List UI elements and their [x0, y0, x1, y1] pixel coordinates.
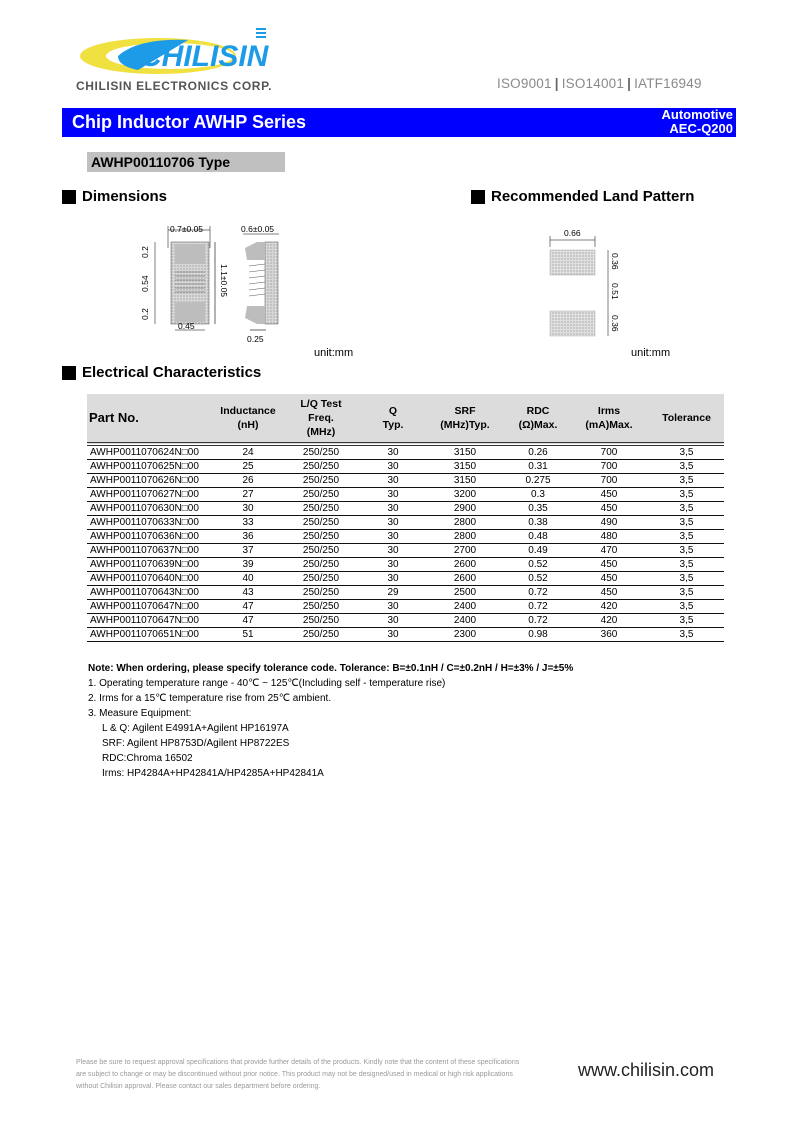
- land-pad-top: 0.36: [610, 253, 620, 270]
- cell-rdc: 0.275: [507, 474, 569, 488]
- cell-part-no: AWHP0011070637N□00: [87, 544, 217, 558]
- cell-part-no: AWHP0011070639N□00: [87, 558, 217, 572]
- cell-lq-freq: 250/250: [279, 488, 363, 502]
- cell-rdc: 0.3: [507, 488, 569, 502]
- cell-lq-freq: 250/250: [279, 544, 363, 558]
- cert-iatf16949: IATF16949: [634, 76, 702, 91]
- cell-inductance: 37: [217, 544, 279, 558]
- disclaimer-line-3: without Chilisin approval. Please contact our sales department before ordering.: [76, 1083, 321, 1090]
- note-item-2: 2. Irms for a 15℃ temperature rise from 25℃ ambient.: [88, 693, 332, 704]
- cell-rdc: 0.72: [507, 600, 569, 614]
- land-pattern-diagram-icon: [540, 225, 640, 340]
- notes-block: [88, 661, 573, 781]
- cell-tolerance: 3,5: [649, 474, 724, 488]
- cell-inductance: 39: [217, 558, 279, 572]
- cell-q: 30: [363, 460, 423, 474]
- header-lq-freq: L/Q Test Freq. (MHz): [300, 398, 342, 438]
- header-rdc: RDC (Ω)Max.: [518, 405, 558, 431]
- cell-lq-freq: 250/250: [279, 558, 363, 572]
- disclaimer-line-2: are subject to change or may be discontinued without prior notice. This product may not be designed/used in medical or high risk applications: [76, 1071, 513, 1078]
- cell-inductance: 26: [217, 474, 279, 488]
- cell-q: 29: [363, 586, 423, 600]
- cell-lq-freq: 250/250: [279, 474, 363, 488]
- cell-irms: 450: [569, 502, 649, 516]
- cell-part-no: AWHP0011070647N□00: [87, 614, 217, 628]
- table-row: [87, 600, 724, 614]
- cell-irms: 700: [569, 460, 649, 474]
- cell-rdc: 0.98: [507, 628, 569, 642]
- cell-q: 30: [363, 572, 423, 586]
- cell-part-no: AWHP0011070624N□00: [87, 444, 217, 460]
- cell-inductance: 30: [217, 502, 279, 516]
- chilisin-logo: [78, 26, 274, 76]
- cell-part-no: AWHP0011070625N□00: [87, 460, 217, 474]
- cell-tolerance: 3,5: [649, 628, 724, 642]
- cell-inductance: 47: [217, 614, 279, 628]
- land-gap: 0.51: [610, 283, 620, 300]
- cell-srf: 3150: [423, 474, 507, 488]
- cell-inductance: 25: [217, 460, 279, 474]
- table-row: [87, 530, 724, 544]
- ordering-note: Note: When ordering, please specify tolerance code. Tolerance: B=±0.1nH / C=±0.2nH / H=±3% / J=±5%: [88, 663, 574, 674]
- cell-tolerance: 3,5: [649, 460, 724, 474]
- cell-srf: 2900: [423, 502, 507, 516]
- dim-left-mid: 0.54: [140, 275, 150, 292]
- cell-lq-freq: 250/250: [279, 614, 363, 628]
- equipment-irms: Irms: HP4284A+HP42841A/HP4285A+HP42841A: [102, 768, 324, 779]
- cell-lq-freq: 250/250: [279, 628, 363, 642]
- cell-lq-freq: 250/250: [279, 444, 363, 460]
- table-row: [87, 572, 724, 586]
- cell-lq-freq: 250/250: [279, 460, 363, 474]
- cell-part-no: AWHP0011070651N□00: [87, 628, 217, 642]
- equipment-rdc: RDC:Chroma 16502: [102, 753, 193, 764]
- table-row: [87, 628, 724, 642]
- cell-part-no: AWHP0011070643N□00: [87, 586, 217, 600]
- cell-rdc: 0.52: [507, 572, 569, 586]
- section-title: Dimensions: [82, 188, 168, 205]
- bullet-square-icon: [62, 190, 76, 204]
- section-title: Electrical Characteristics: [82, 364, 262, 381]
- dim-side-bottom: 0.25: [247, 334, 264, 344]
- cell-lq-freq: 250/250: [279, 586, 363, 600]
- dim-height: 1.1±0.05: [219, 264, 229, 298]
- note-item-1: 1. Operating temperature range - 40℃ ~ 125℃(Including self - temperature rise): [88, 678, 446, 689]
- equipment-srf: SRF: Agilent HP8753D/Agilent HP8722ES: [102, 738, 290, 749]
- cell-part-no: AWHP0011070630N□00: [87, 502, 217, 516]
- footer-disclaimer: [76, 1057, 576, 1093]
- dim-top-width: 0.7±0.05: [170, 224, 204, 234]
- dimensions-unit: unit:mm: [314, 347, 354, 359]
- land-width: 0.66: [564, 228, 581, 238]
- cell-q: 30: [363, 544, 423, 558]
- cell-srf: 2800: [423, 516, 507, 530]
- cell-srf: 3200: [423, 488, 507, 502]
- page-title: Chip Inductor AWHP Series: [72, 112, 307, 132]
- cell-q: 30: [363, 628, 423, 642]
- land-pattern-drawing: [540, 225, 640, 340]
- cell-part-no: AWHP0011070636N□00: [87, 530, 217, 544]
- bullet-square-icon: [471, 190, 485, 204]
- cell-srf: 2500: [423, 586, 507, 600]
- cell-irms: 480: [569, 530, 649, 544]
- disclaimer-line-1: Please be sure to request approval specifications that provide further details of the products. Kindly note that the content of these specifications: [76, 1059, 520, 1066]
- cell-rdc: 0.35: [507, 502, 569, 516]
- cell-tolerance: 3,5: [649, 488, 724, 502]
- cell-rdc: 0.26: [507, 444, 569, 460]
- cell-irms: 420: [569, 614, 649, 628]
- cell-q: 30: [363, 488, 423, 502]
- table-row: [87, 444, 724, 460]
- cell-srf: 2300: [423, 628, 507, 642]
- cell-irms: 700: [569, 444, 649, 460]
- cell-q: 30: [363, 502, 423, 516]
- table-row: [87, 488, 724, 502]
- cell-tolerance: 3,5: [649, 572, 724, 586]
- cell-irms: 360: [569, 628, 649, 642]
- cell-irms: 450: [569, 558, 649, 572]
- cell-part-no: AWHP0011070633N□00: [87, 516, 217, 530]
- dim-side-width: 0.6±0.05: [241, 224, 275, 234]
- cell-srf: 3150: [423, 444, 507, 460]
- cell-inductance: 33: [217, 516, 279, 530]
- cell-q: 30: [363, 444, 423, 460]
- cell-srf: 2800: [423, 530, 507, 544]
- cell-srf: 3150: [423, 460, 507, 474]
- section-dimensions: [62, 188, 167, 205]
- table-row: [87, 516, 724, 530]
- cell-irms: 450: [569, 586, 649, 600]
- cell-rdc: 0.48: [507, 530, 569, 544]
- land-pad-bottom: 0.36: [610, 315, 620, 332]
- header-tolerance: Tolerance: [662, 412, 711, 424]
- logo-graphic-icon: [78, 26, 274, 76]
- header-irms: Irms (mA)Max.: [585, 405, 633, 431]
- cell-irms: 490: [569, 516, 649, 530]
- cell-lq-freq: 250/250: [279, 530, 363, 544]
- cell-tolerance: 3,5: [649, 444, 724, 460]
- cell-lq-freq: 250/250: [279, 502, 363, 516]
- cell-irms: 450: [569, 488, 649, 502]
- cell-inductance: 47: [217, 600, 279, 614]
- table-row: [87, 586, 724, 600]
- cell-irms: 450: [569, 572, 649, 586]
- header-inductance: Inductance (nH): [220, 405, 276, 431]
- cell-q: 30: [363, 474, 423, 488]
- cell-inductance: 51: [217, 628, 279, 642]
- cell-rdc: 0.49: [507, 544, 569, 558]
- cell-srf: 2400: [423, 600, 507, 614]
- dim-left-bottom: 0.2: [140, 308, 150, 320]
- cell-part-no: AWHP0011070647N□00: [87, 600, 217, 614]
- cell-srf: 2400: [423, 614, 507, 628]
- cell-q: 30: [363, 600, 423, 614]
- note-item-3: 3. Measure Equipment:: [88, 708, 192, 719]
- cell-tolerance: 3,5: [649, 516, 724, 530]
- cell-part-no: AWHP0011070640N□00: [87, 572, 217, 586]
- land-pattern-unit: unit:mm: [631, 347, 671, 359]
- header-srf: SRF (MHz)Typ.: [440, 405, 490, 431]
- cell-srf: 2600: [423, 572, 507, 586]
- title-bar: [62, 108, 736, 137]
- cell-tolerance: 3,5: [649, 600, 724, 614]
- electrical-characteristics-table: [87, 394, 724, 642]
- cell-inductance: 24: [217, 444, 279, 460]
- cell-tolerance: 3,5: [649, 614, 724, 628]
- cell-rdc: 0.38: [507, 516, 569, 530]
- logo-text: CHILISIN: [140, 40, 269, 73]
- table-header-row: [87, 394, 724, 444]
- cell-inductance: 43: [217, 586, 279, 600]
- cell-tolerance: 3,5: [649, 502, 724, 516]
- cell-tolerance: 3,5: [649, 586, 724, 600]
- section-electrical: [62, 364, 261, 381]
- header-part-no: Part No.: [89, 410, 139, 425]
- cell-srf: 2700: [423, 544, 507, 558]
- cell-part-no: AWHP0011070626N□00: [87, 474, 217, 488]
- cell-rdc: 0.72: [507, 586, 569, 600]
- cell-tolerance: 3,5: [649, 530, 724, 544]
- table-row: [87, 460, 724, 474]
- dimensions-drawing: [135, 220, 295, 345]
- cell-inductance: 27: [217, 488, 279, 502]
- bullet-square-icon: [62, 366, 76, 380]
- cell-irms: 470: [569, 544, 649, 558]
- cell-q: 30: [363, 530, 423, 544]
- table-row: [87, 502, 724, 516]
- separator: |: [554, 76, 559, 91]
- cell-lq-freq: 250/250: [279, 572, 363, 586]
- section-land-pattern: [471, 188, 694, 205]
- cell-lq-freq: 250/250: [279, 600, 363, 614]
- table-row: [87, 558, 724, 572]
- cell-tolerance: 3,5: [649, 558, 724, 572]
- cell-inductance: 40: [217, 572, 279, 586]
- cell-srf: 2600: [423, 558, 507, 572]
- table-row: [87, 544, 724, 558]
- website-link[interactable]: www.chilisin.com: [578, 1060, 715, 1080]
- cell-tolerance: 3,5: [649, 544, 724, 558]
- inductor-diagram-icon: [135, 220, 295, 345]
- type-label: AWHP00110706 Type: [91, 154, 231, 170]
- cell-inductance: 36: [217, 530, 279, 544]
- cert-iso9001: ISO9001: [497, 76, 552, 91]
- badge-line-2: AEC-Q200: [669, 121, 733, 136]
- badge-line-1: Automotive: [661, 107, 733, 122]
- dim-left-top: 0.2: [140, 246, 150, 258]
- cell-rdc: 0.31: [507, 460, 569, 474]
- cell-lq-freq: 250/250: [279, 516, 363, 530]
- company-name: CHILISIN ELECTRONICS CORP.: [76, 79, 273, 93]
- cell-rdc: 0.52: [507, 558, 569, 572]
- cell-irms: 700: [569, 474, 649, 488]
- header-q: Q Typ.: [382, 405, 404, 431]
- equipment-lq: L & Q: Agilent E4991A+Agilent HP16197A: [102, 723, 289, 734]
- cell-q: 30: [363, 558, 423, 572]
- automotive-badge: [662, 108, 734, 136]
- type-label-box: [87, 152, 285, 172]
- cell-q: 30: [363, 614, 423, 628]
- section-title: Recommended Land Pattern: [491, 188, 695, 205]
- table-row: [87, 474, 724, 488]
- table-row: [87, 614, 724, 628]
- separator: |: [627, 76, 632, 91]
- cell-part-no: AWHP0011070627N□00: [87, 488, 217, 502]
- dim-bottom-width: 0.45: [178, 321, 195, 331]
- cell-irms: 420: [569, 600, 649, 614]
- certifications: [497, 76, 702, 91]
- cert-iso14001: ISO14001: [561, 76, 625, 91]
- cell-q: 30: [363, 516, 423, 530]
- cell-rdc: 0.72: [507, 614, 569, 628]
